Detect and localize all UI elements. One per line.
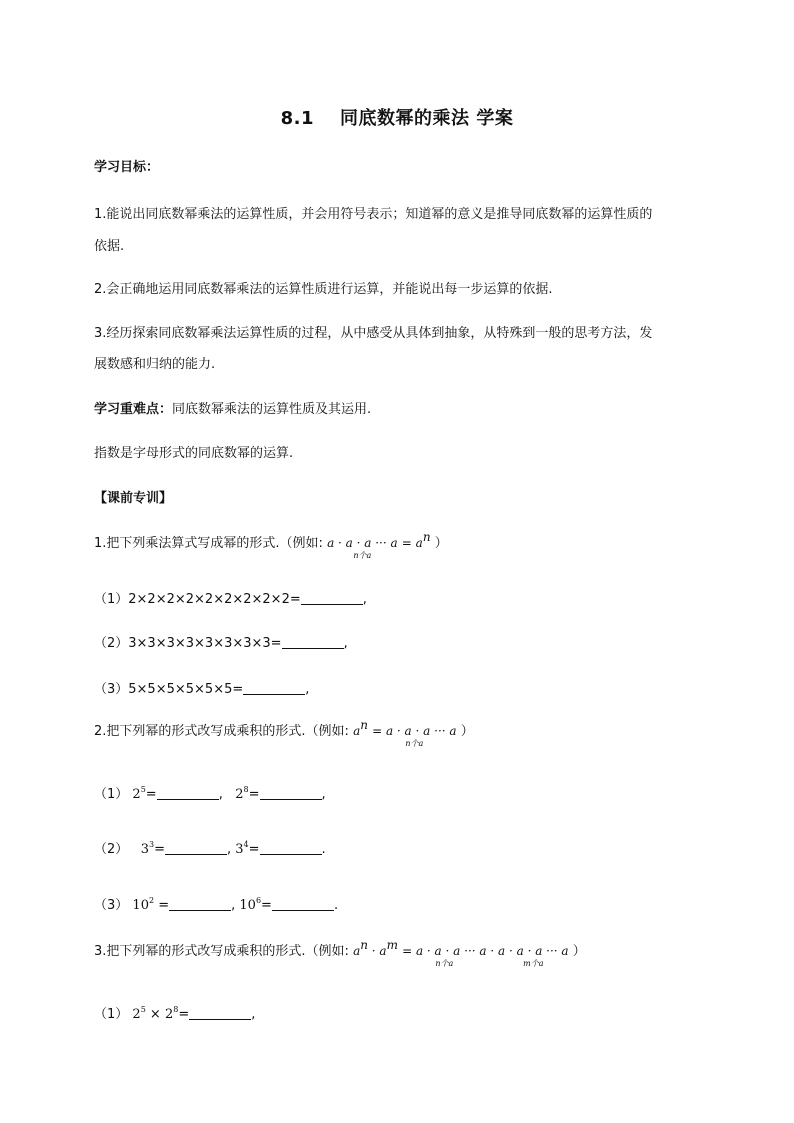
section-heading: 【课前专训】 <box>94 491 173 506</box>
q2-p1-b-eq: = <box>248 787 260 802</box>
key-points-text: 同底数幂乘法的运算性质及其运用. <box>172 402 372 417</box>
objectives-heading: 学习目标： <box>94 160 160 175</box>
q3-example-mid: · a <box>367 944 387 958</box>
q2-p2-b-exp: 4 <box>243 840 249 849</box>
q3-p1-end: , <box>251 1007 256 1022</box>
question-1-stem <box>94 530 448 560</box>
question-3-stem <box>94 938 586 968</box>
q3-example-dot: · <box>486 944 498 958</box>
q2-p3-b-eq: = <box>261 898 272 913</box>
q3-p1-base1: 2 <box>132 1007 141 1022</box>
q2-p3-b-base: 10 <box>239 898 256 913</box>
q2-p2-sep: , <box>226 842 232 857</box>
title-number: 8.1 <box>280 108 315 129</box>
q1-example-exp: n <box>422 530 431 544</box>
q2-part-2 <box>94 838 326 857</box>
key-points-label: 学习重难点： <box>94 402 173 417</box>
q1-close: ） <box>434 536 448 551</box>
q3-p1-label: （1） <box>94 1007 129 1022</box>
q3-p1-eq: = <box>178 1007 190 1022</box>
q3-stem-text: 3.把下列幂的形式改写成乘积的形式.（例如: <box>94 944 349 959</box>
q3-example-lhs: a <box>353 944 361 958</box>
q2-p2-b-base: 3 <box>235 842 244 857</box>
q2-p2-a-exp: 3 <box>148 840 155 849</box>
q2-p3-label: （3） <box>94 898 129 913</box>
q2-example-rhs: = a · a · a ··· a <box>372 724 457 738</box>
q2-p1-a-base: 2 <box>132 787 141 802</box>
q2-p3-a-exp: 2 <box>148 896 155 905</box>
q1-p3-end: , <box>305 682 310 697</box>
objective-1-line-2: 依据. <box>94 239 125 254</box>
q3-example-exp-m: m <box>386 938 398 952</box>
key-points <box>94 398 371 417</box>
q2-close: ） <box>460 724 474 739</box>
title-text: 同底数幂的乘法 学案 <box>340 108 514 129</box>
q1-example-product <box>327 536 398 560</box>
q2-p2-b-eq: = <box>248 842 260 857</box>
q1-p1-answer-blank[interactable] <box>301 592 363 605</box>
q3-example-under1: n个a <box>435 959 454 968</box>
q2-p2-a-base: 3 <box>140 842 149 857</box>
q3-example-product-2 <box>498 944 569 968</box>
q3-p1-times: × <box>145 1007 165 1022</box>
objective-3-line-1: 3.经历探索同底数幂乘法运算性质的过程，从中感受从具体到抽象，从特殊到一般的思考方法，发 <box>94 326 653 341</box>
q1-example-under: n个a <box>353 551 372 560</box>
q2-p3-a-answer-blank[interactable] <box>169 898 231 911</box>
q2-p3-end: . <box>333 898 339 913</box>
q3-example-rhs2: a · a · a ··· a <box>498 944 569 958</box>
q3-p1-answer-blank[interactable] <box>189 1007 251 1020</box>
q3-part-1 <box>94 1003 255 1022</box>
q3-example-exp-n: n <box>360 938 368 952</box>
q2-p2-b-answer-blank[interactable] <box>260 842 322 855</box>
q2-p2-a-eq: = <box>154 842 165 857</box>
q2-example-under: n个a <box>405 739 424 748</box>
q3-example-product-1 <box>402 944 487 968</box>
q2-part-3 <box>94 894 338 913</box>
q2-stem-text: 2.把下列幂的形式改写成乘积的形式.（例如: <box>94 724 349 739</box>
objective-1-line-1: 1.能说出同底数幂乘法的运算性质，并会用符号表示；知道幂的意义是推导同底数幂的运算性质的 <box>94 207 653 222</box>
q2-p3-a-base: 10 <box>132 898 149 913</box>
q3-p1-exp2: 8 <box>173 1005 179 1014</box>
q2-p3-b-exp: 6 <box>255 896 262 905</box>
q2-p3-a-eq: = <box>158 898 170 913</box>
q3-example-under2: m个a <box>523 959 544 968</box>
q1-p1-text: （1）2×2×2×2×2×2×2×2×2= <box>94 592 301 607</box>
q2-p2-a-answer-blank[interactable] <box>165 842 227 855</box>
q3-p1-base2: 2 <box>164 1007 174 1022</box>
page-title <box>0 104 794 130</box>
q1-p3-answer-blank[interactable] <box>243 682 305 695</box>
q2-p3-sep: , <box>231 898 236 913</box>
q2-p1-b-base: 2 <box>235 787 244 802</box>
q1-example-rhs: = a <box>401 536 423 550</box>
q3-close: ） <box>572 944 586 959</box>
q2-p1-end: , <box>321 787 326 802</box>
q1-p2-answer-blank[interactable] <box>282 636 344 649</box>
q1-part-3 <box>94 678 309 697</box>
q1-p2-text: （2）3×3×3×3×3×3×3×3= <box>94 636 282 651</box>
q2-p1-a-eq: = <box>145 787 157 802</box>
q3-example-rhs1: = a · a · a ··· a <box>402 944 487 958</box>
q2-example-lhs: a <box>353 724 361 738</box>
q2-p1-sep: , <box>218 787 223 802</box>
q2-example-product <box>372 724 457 748</box>
q2-p1-label: （1） <box>94 787 129 802</box>
q3-p1-exp1: 5 <box>140 1005 146 1014</box>
objective-2: 2.会正确地运用同底数幂乘法的运算性质进行运算，并能说出每一步运算的依据. <box>94 282 553 297</box>
q1-part-1 <box>94 588 367 607</box>
q1-example-lhs: a · a · a ··· a <box>327 536 398 550</box>
q2-p1-a-answer-blank[interactable] <box>157 787 219 800</box>
q2-example-exp: n <box>360 718 368 732</box>
q2-p3-b-answer-blank[interactable] <box>272 898 334 911</box>
q1-p1-end: , <box>362 592 367 607</box>
q2-p1-b-exp: 8 <box>243 785 249 794</box>
q1-p2-end: , <box>343 636 348 651</box>
question-2-stem <box>94 718 474 748</box>
q1-p3-text: （3）5×5×5×5×5×5= <box>94 682 244 697</box>
q2-p1-b-answer-blank[interactable] <box>260 787 322 800</box>
q1-part-2 <box>94 632 348 651</box>
q1-stem-text: 1.把下列乘法算式写成幂的形式.（例如: <box>94 536 323 551</box>
key-difficulty: 指数是字母形式的同底数幂的运算. <box>94 446 294 461</box>
q2-p2-end: . <box>321 842 326 857</box>
q2-p2-label: （2） <box>94 842 129 857</box>
objective-3-line-2: 展数感和归纳的能力. <box>94 357 216 372</box>
q2-p1-a-exp: 5 <box>140 785 146 794</box>
q2-part-1 <box>94 783 326 802</box>
